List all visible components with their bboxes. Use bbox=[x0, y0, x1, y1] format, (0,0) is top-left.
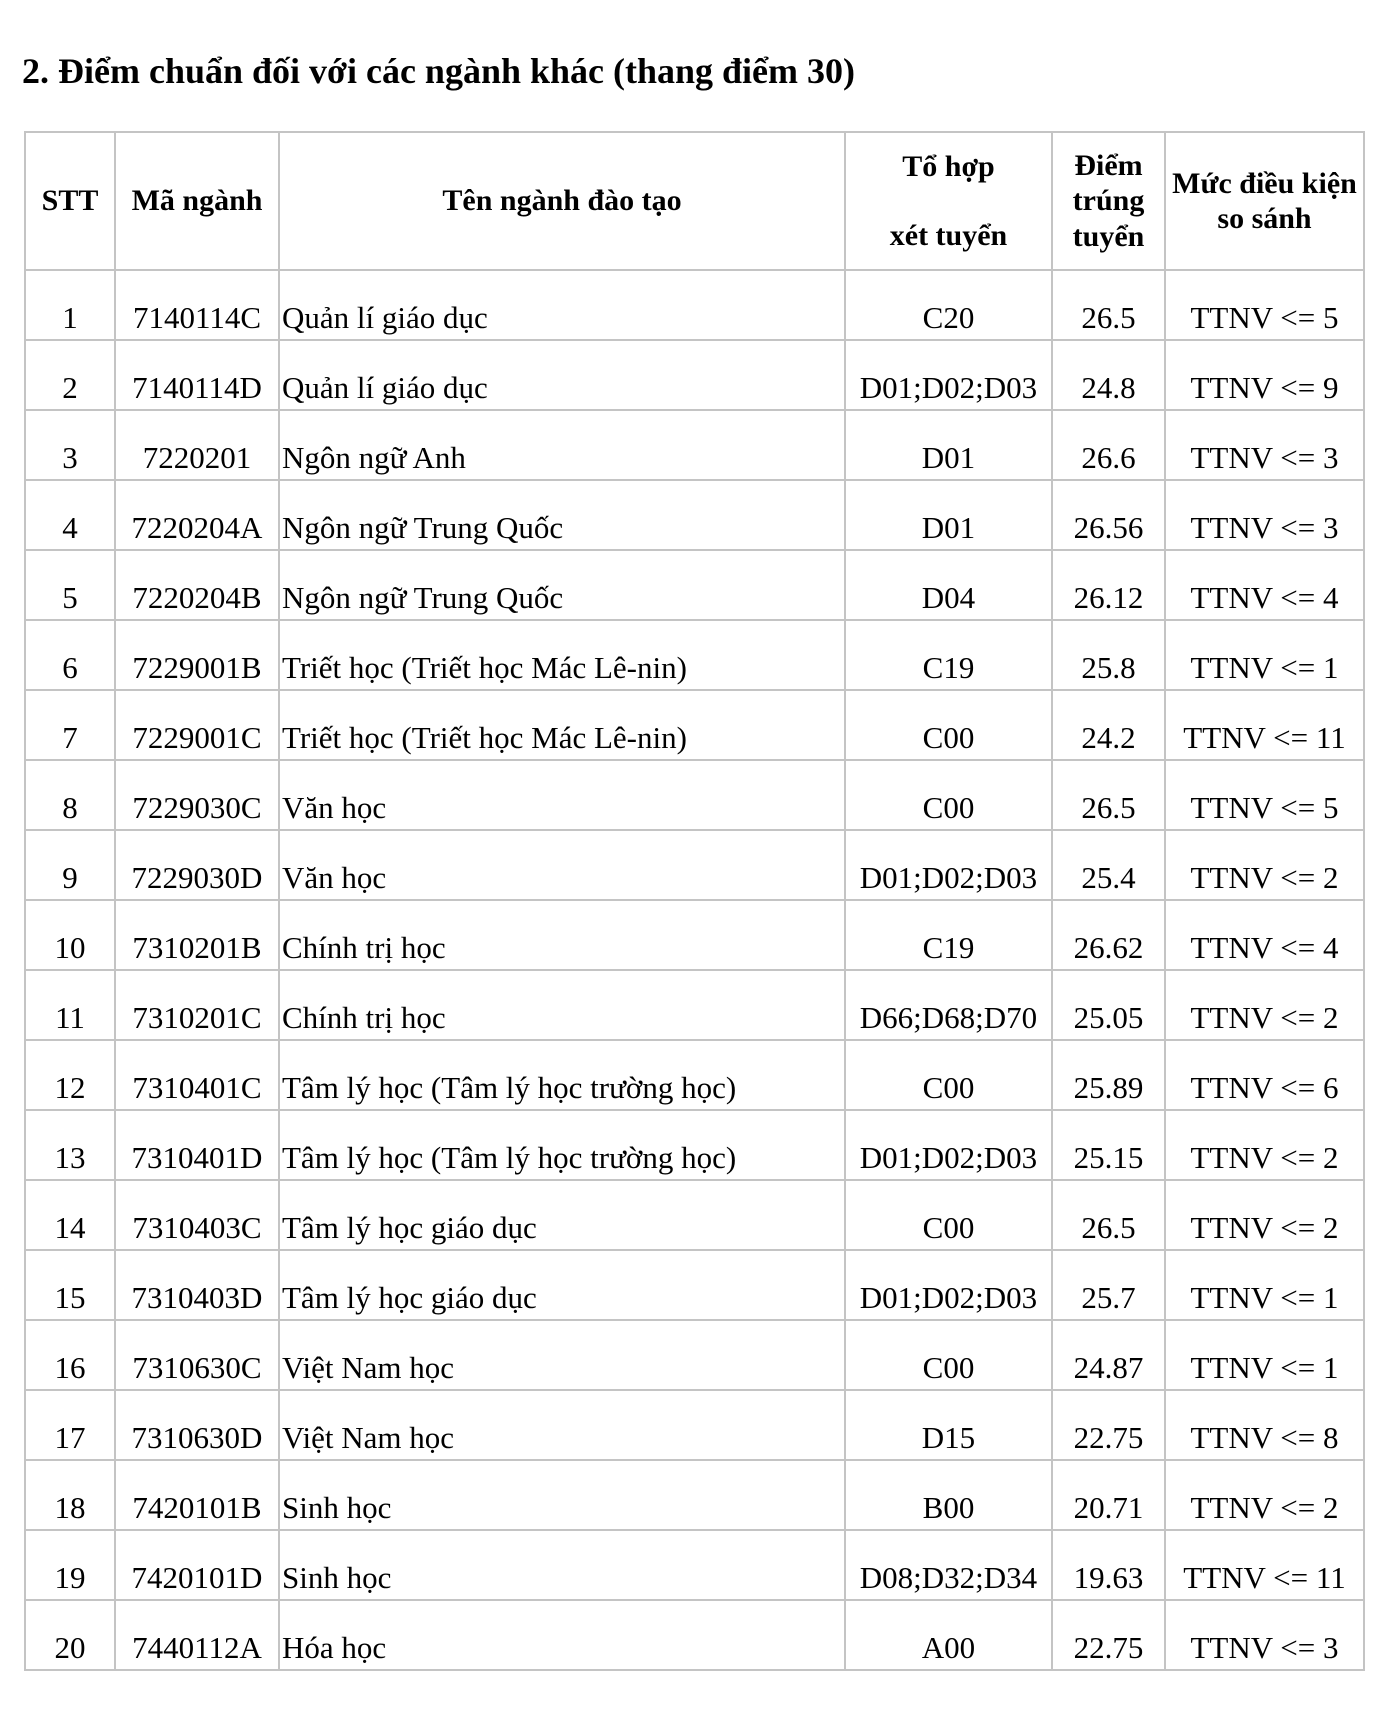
cell-cutoff-score: 26.12 bbox=[1052, 550, 1165, 620]
cell-stt: 12 bbox=[25, 1040, 115, 1110]
header-combo-line-1: Tổ hợp bbox=[902, 149, 995, 183]
cell-major-name: Triết học (Triết học Mác Lê-nin) bbox=[279, 690, 845, 760]
cell-cutoff-score: 20.71 bbox=[1052, 1460, 1165, 1530]
cell-stt: 4 bbox=[25, 480, 115, 550]
cell-cutoff-score: 25.8 bbox=[1052, 620, 1165, 690]
cell-comparison-condition: TTNV <= 3 bbox=[1165, 410, 1364, 480]
table-row bbox=[25, 270, 1364, 340]
cell-major-code: 7140114D bbox=[115, 340, 279, 410]
cell-cutoff-score: 25.4 bbox=[1052, 830, 1165, 900]
header-combo-line-2: xét tuyển bbox=[889, 219, 1008, 252]
cell-comparison-condition: TTNV <= 8 bbox=[1165, 1390, 1364, 1460]
cell-subject-combination: D04 bbox=[845, 550, 1052, 620]
cell-cutoff-score: 25.15 bbox=[1052, 1110, 1165, 1180]
cell-cutoff-score: 26.62 bbox=[1052, 900, 1165, 970]
cell-subject-combination: C19 bbox=[845, 900, 1052, 970]
cell-major-name: Chính trị học bbox=[279, 900, 845, 970]
table-row bbox=[25, 970, 1364, 1040]
cell-cutoff-score: 24.87 bbox=[1052, 1320, 1165, 1390]
cell-cutoff-score: 24.8 bbox=[1052, 340, 1165, 410]
table-row bbox=[25, 1040, 1364, 1110]
table-row bbox=[25, 760, 1364, 830]
table-row bbox=[25, 1530, 1364, 1600]
cell-major-code: 7229001B bbox=[115, 620, 279, 690]
cell-stt: 10 bbox=[25, 900, 115, 970]
cell-major-code: 7440112A bbox=[115, 1600, 279, 1670]
cell-major-name: Tâm lý học (Tâm lý học trường học) bbox=[279, 1110, 845, 1180]
cell-major-name: Triết học (Triết học Mác Lê-nin) bbox=[279, 620, 845, 690]
cell-stt: 15 bbox=[25, 1250, 115, 1320]
cell-major-name: Tâm lý học giáo dục bbox=[279, 1180, 845, 1250]
cell-major-name: Ngôn ngữ Trung Quốc bbox=[279, 550, 845, 620]
cell-comparison-condition: TTNV <= 1 bbox=[1165, 1250, 1364, 1320]
cell-comparison-condition: TTNV <= 6 bbox=[1165, 1040, 1364, 1110]
cell-comparison-condition: TTNV <= 4 bbox=[1165, 550, 1364, 620]
page-heading: 2. Điểm chuẩn đối với các ngành khác (thang điểm 30) bbox=[22, 51, 856, 91]
cell-stt: 7 bbox=[25, 690, 115, 760]
cell-comparison-condition: TTNV <= 4 bbox=[1165, 900, 1364, 970]
cell-comparison-condition: TTNV <= 2 bbox=[1165, 1110, 1364, 1180]
table-row bbox=[25, 1460, 1364, 1530]
table-body bbox=[25, 270, 1364, 1670]
cell-stt: 11 bbox=[25, 970, 115, 1040]
cell-major-name: Văn học bbox=[279, 760, 845, 830]
cell-stt: 1 bbox=[25, 270, 115, 340]
cell-subject-combination: B00 bbox=[845, 1460, 1052, 1530]
header-cond-line-1: Mức điều kiện bbox=[1172, 166, 1357, 200]
cell-subject-combination: C00 bbox=[845, 690, 1052, 760]
cell-subject-combination: C20 bbox=[845, 270, 1052, 340]
cell-major-name: Ngôn ngữ Anh bbox=[279, 410, 845, 480]
cell-cutoff-score: 25.7 bbox=[1052, 1250, 1165, 1320]
table-row bbox=[25, 1600, 1364, 1670]
cell-subject-combination: D15 bbox=[845, 1390, 1052, 1460]
cell-stt: 5 bbox=[25, 550, 115, 620]
table-row bbox=[25, 900, 1364, 970]
cell-comparison-condition: TTNV <= 1 bbox=[1165, 1320, 1364, 1390]
cell-subject-combination: C00 bbox=[845, 1320, 1052, 1390]
cell-subject-combination: D01;D02;D03 bbox=[845, 1250, 1052, 1320]
cell-cutoff-score: 25.05 bbox=[1052, 970, 1165, 1040]
cell-subject-combination: D01;D02;D03 bbox=[845, 1110, 1052, 1180]
cell-subject-combination: C19 bbox=[845, 620, 1052, 690]
cell-major-code: 7310401C bbox=[115, 1040, 279, 1110]
table-row bbox=[25, 410, 1364, 480]
table-header bbox=[25, 132, 1364, 270]
cell-major-name: Quản lí giáo dục bbox=[279, 340, 845, 410]
admission-scores-table bbox=[24, 131, 1365, 1671]
cell-comparison-condition: TTNV <= 2 bbox=[1165, 830, 1364, 900]
cell-major-code: 7310201C bbox=[115, 970, 279, 1040]
header-comparison-condition bbox=[1165, 132, 1364, 270]
cell-subject-combination: D01;D02;D03 bbox=[845, 830, 1052, 900]
cell-major-code: 7310403D bbox=[115, 1250, 279, 1320]
table-row bbox=[25, 1320, 1364, 1390]
table-row bbox=[25, 620, 1364, 690]
cell-major-code: 7229030D bbox=[115, 830, 279, 900]
cell-comparison-condition: TTNV <= 2 bbox=[1165, 1460, 1364, 1530]
cell-cutoff-score: 22.75 bbox=[1052, 1600, 1165, 1670]
cell-comparison-condition: TTNV <= 11 bbox=[1165, 690, 1364, 760]
cell-major-name: Sinh học bbox=[279, 1530, 845, 1600]
cell-major-name: Văn học bbox=[279, 830, 845, 900]
cell-stt: 17 bbox=[25, 1390, 115, 1460]
header-cond-line-2: so sánh bbox=[1217, 202, 1312, 235]
cell-subject-combination: D01;D02;D03 bbox=[845, 340, 1052, 410]
cell-major-name: Hóa học bbox=[279, 1600, 845, 1670]
header-major-code: Mã ngành bbox=[115, 132, 279, 270]
cell-stt: 6 bbox=[25, 620, 115, 690]
cell-stt: 16 bbox=[25, 1320, 115, 1390]
header-row bbox=[25, 132, 1364, 270]
cell-comparison-condition: TTNV <= 9 bbox=[1165, 340, 1364, 410]
cell-comparison-condition: TTNV <= 3 bbox=[1165, 1600, 1364, 1670]
cell-major-name: Tâm lý học (Tâm lý học trường học) bbox=[279, 1040, 845, 1110]
cell-major-name: Tâm lý học giáo dục bbox=[279, 1250, 845, 1320]
cell-comparison-condition: TTNV <= 5 bbox=[1165, 760, 1364, 830]
cell-stt: 9 bbox=[25, 830, 115, 900]
cell-cutoff-score: 22.75 bbox=[1052, 1390, 1165, 1460]
cell-major-code: 7310630D bbox=[115, 1390, 279, 1460]
cell-subject-combination: C00 bbox=[845, 760, 1052, 830]
cell-cutoff-score: 25.89 bbox=[1052, 1040, 1165, 1110]
cell-subject-combination: D08;D32;D34 bbox=[845, 1530, 1052, 1600]
cell-comparison-condition: TTNV <= 11 bbox=[1165, 1530, 1364, 1600]
cell-subject-combination: D66;D68;D70 bbox=[845, 970, 1052, 1040]
table-row bbox=[25, 340, 1364, 410]
cell-subject-combination: D01 bbox=[845, 410, 1052, 480]
cell-major-name: Việt Nam học bbox=[279, 1320, 845, 1390]
table-row bbox=[25, 1390, 1364, 1460]
cell-comparison-condition: TTNV <= 2 bbox=[1165, 1180, 1364, 1250]
cell-comparison-condition: TTNV <= 2 bbox=[1165, 970, 1364, 1040]
header-major-name: Tên ngành đào tạo bbox=[279, 132, 845, 270]
cell-major-code: 7220204A bbox=[115, 480, 279, 550]
cell-cutoff-score: 26.5 bbox=[1052, 1180, 1165, 1250]
table-row bbox=[25, 480, 1364, 550]
cell-cutoff-score: 26.5 bbox=[1052, 270, 1165, 340]
cell-stt: 14 bbox=[25, 1180, 115, 1250]
cell-cutoff-score: 26.6 bbox=[1052, 410, 1165, 480]
header-score-line-2: trúng bbox=[1072, 184, 1145, 218]
table-row bbox=[25, 1180, 1364, 1250]
cell-comparison-condition: TTNV <= 5 bbox=[1165, 270, 1364, 340]
cell-comparison-condition: TTNV <= 1 bbox=[1165, 620, 1364, 690]
cell-major-name: Ngôn ngữ Trung Quốc bbox=[279, 480, 845, 550]
cell-stt: 3 bbox=[25, 410, 115, 480]
cell-stt: 2 bbox=[25, 340, 115, 410]
cell-stt: 19 bbox=[25, 1530, 115, 1600]
header-score-line-1: Điểm bbox=[1074, 148, 1143, 182]
cell-cutoff-score: 26.56 bbox=[1052, 480, 1165, 550]
cell-cutoff-score: 19.63 bbox=[1052, 1530, 1165, 1600]
table-row bbox=[25, 830, 1364, 900]
cell-major-code: 7420101B bbox=[115, 1460, 279, 1530]
cell-subject-combination: D01 bbox=[845, 480, 1052, 550]
table-row bbox=[25, 550, 1364, 620]
cell-subject-combination: C00 bbox=[845, 1180, 1052, 1250]
cell-major-code: 7310630C bbox=[115, 1320, 279, 1390]
table-row bbox=[25, 1110, 1364, 1180]
table-row bbox=[25, 690, 1364, 760]
cell-stt: 13 bbox=[25, 1110, 115, 1180]
cell-major-code: 7310401D bbox=[115, 1110, 279, 1180]
cell-stt: 18 bbox=[25, 1460, 115, 1530]
cell-major-name: Quản lí giáo dục bbox=[279, 270, 845, 340]
cell-major-code: 7220204B bbox=[115, 550, 279, 620]
cell-major-name: Việt Nam học bbox=[279, 1390, 845, 1460]
cell-stt: 8 bbox=[25, 760, 115, 830]
table-row bbox=[25, 1250, 1364, 1320]
cell-major-code: 7220201 bbox=[115, 410, 279, 480]
cell-cutoff-score: 24.2 bbox=[1052, 690, 1165, 760]
cell-major-code: 7310201B bbox=[115, 900, 279, 970]
cell-major-code: 7229030C bbox=[115, 760, 279, 830]
cell-cutoff-score: 26.5 bbox=[1052, 760, 1165, 830]
header-stt: STT bbox=[25, 132, 115, 270]
header-subject-combination bbox=[845, 132, 1052, 270]
cell-major-code: 7140114C bbox=[115, 270, 279, 340]
cell-major-name: Chính trị học bbox=[279, 970, 845, 1040]
cell-major-code: 7420101D bbox=[115, 1530, 279, 1600]
header-cutoff-score bbox=[1052, 132, 1165, 270]
cell-major-code: 7229001C bbox=[115, 690, 279, 760]
cell-subject-combination: C00 bbox=[845, 1040, 1052, 1110]
cell-comparison-condition: TTNV <= 3 bbox=[1165, 480, 1364, 550]
cell-major-code: 7310403C bbox=[115, 1180, 279, 1250]
cell-major-name: Sinh học bbox=[279, 1460, 845, 1530]
cell-subject-combination: A00 bbox=[845, 1600, 1052, 1670]
header-score-line-3: tuyển bbox=[1072, 219, 1145, 253]
cell-stt: 20 bbox=[25, 1600, 115, 1670]
